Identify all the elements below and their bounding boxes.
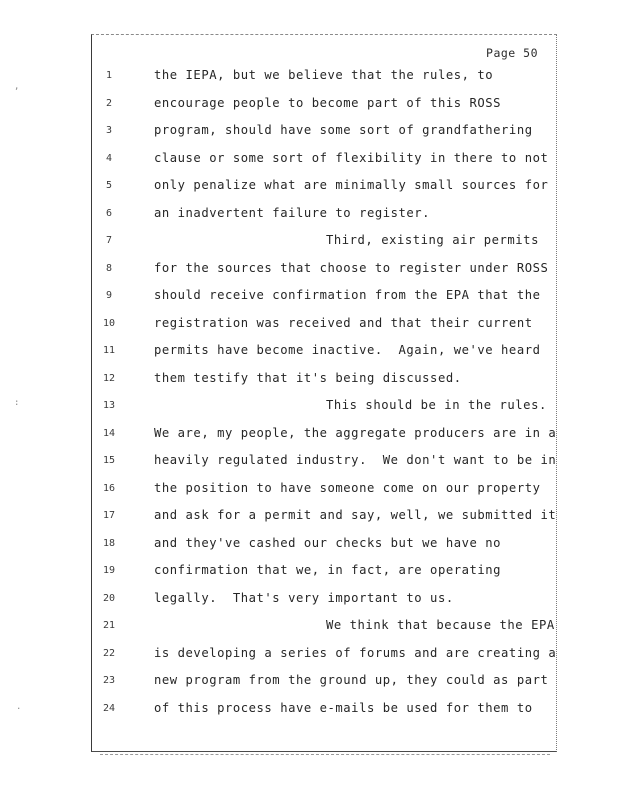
line-text: legally. That's very important to us. bbox=[154, 590, 454, 605]
line-text: and ask for a permit and say, well, we submitted it bbox=[154, 508, 557, 522]
line-text: new program from the ground up, they could as part bbox=[154, 673, 549, 687]
transcript-line bbox=[0, 536, 618, 554]
line-number: 18 bbox=[102, 537, 116, 549]
transcript-line bbox=[0, 481, 618, 499]
line-text: clause or some sort of flexibility in there to not bbox=[154, 150, 549, 165]
transcript-line bbox=[0, 96, 618, 114]
line-text: We think that because the EPA bbox=[326, 618, 555, 632]
line-text: program, should have some sort of grandfathering bbox=[154, 123, 533, 137]
transcript-line bbox=[0, 646, 618, 664]
line-number: 14 bbox=[102, 427, 116, 439]
line-number: 16 bbox=[102, 482, 116, 494]
transcript-line bbox=[0, 178, 618, 196]
transcript-page-frame bbox=[91, 34, 557, 752]
line-text: confirmation that we, in fact, are operating bbox=[154, 563, 502, 577]
line-text: We are, my people, the aggregate producers are in a bbox=[154, 425, 557, 440]
line-text: the IEPA, but we believe that the rules, to bbox=[154, 68, 494, 82]
line-text: and they've cashed our checks but we have no bbox=[154, 535, 502, 550]
line-number: 3 bbox=[105, 125, 113, 136]
transcript-line bbox=[0, 618, 618, 636]
transcript-line bbox=[0, 288, 618, 306]
line-number: 5 bbox=[105, 180, 113, 191]
line-number: 7 bbox=[105, 235, 113, 246]
line-number: 8 bbox=[105, 262, 113, 274]
line-number: 11 bbox=[102, 345, 116, 356]
transcript-line bbox=[0, 591, 618, 609]
transcript-line bbox=[0, 343, 618, 361]
line-number: 13 bbox=[102, 400, 116, 411]
transcript-line bbox=[0, 206, 618, 224]
line-text: This should be in the rules. bbox=[326, 398, 547, 412]
line-text: registration was received and that their current bbox=[154, 315, 533, 330]
line-number: 1 bbox=[105, 70, 113, 81]
bottom-rule bbox=[100, 754, 550, 755]
line-text: an inadvertent failure to register. bbox=[154, 205, 431, 220]
transcript-line bbox=[0, 233, 618, 251]
transcript-line bbox=[0, 316, 618, 334]
line-number: 9 bbox=[105, 290, 113, 301]
line-number: 19 bbox=[102, 565, 116, 576]
line-number: 10 bbox=[102, 317, 116, 329]
line-text: permits have become inactive. Again, we've heard bbox=[154, 343, 541, 357]
line-number: 20 bbox=[102, 592, 116, 604]
line-number: 6 bbox=[105, 207, 113, 219]
transcript-line bbox=[0, 508, 618, 526]
line-number: 2 bbox=[105, 97, 113, 109]
line-text: only penalize what are minimally small sources for bbox=[154, 178, 549, 192]
line-text: for the sources that choose to register under ROSS bbox=[154, 260, 549, 275]
transcript-line bbox=[0, 68, 618, 86]
transcript-line bbox=[0, 398, 618, 416]
line-number: 22 bbox=[102, 647, 116, 659]
transcript-line bbox=[0, 261, 618, 279]
line-number: 15 bbox=[102, 455, 116, 466]
transcript-line bbox=[0, 453, 618, 471]
margin-mark: : bbox=[14, 398, 20, 408]
transcript-line bbox=[0, 673, 618, 691]
line-text: heavily regulated industry. We don't want to be in bbox=[154, 453, 557, 467]
transcript-line bbox=[0, 151, 618, 169]
line-text: encourage people to become part of this ROSS bbox=[154, 95, 502, 110]
line-text: of this process have e-mails be used for them to bbox=[154, 700, 533, 715]
page-number: Page 50 bbox=[486, 46, 538, 60]
line-number: 4 bbox=[105, 152, 113, 164]
line-text: Third, existing air permits bbox=[326, 233, 539, 247]
line-number: 17 bbox=[102, 510, 116, 521]
line-number: 24 bbox=[102, 702, 116, 714]
margin-mark: . bbox=[16, 702, 22, 712]
line-number: 21 bbox=[102, 620, 116, 631]
line-number: 12 bbox=[102, 372, 116, 384]
transcript-line bbox=[0, 563, 618, 581]
line-number: 23 bbox=[102, 675, 116, 686]
transcript-line bbox=[0, 701, 618, 719]
line-text: the position to have someone come on our property bbox=[154, 480, 541, 495]
transcript-line bbox=[0, 123, 618, 141]
line-text: them testify that it's being discussed. bbox=[154, 370, 462, 385]
transcript-line bbox=[0, 426, 618, 444]
margin-mark: , bbox=[14, 82, 20, 92]
line-text: is developing a series of forums and are creating a bbox=[154, 645, 557, 660]
transcript-line bbox=[0, 371, 618, 389]
line-text: should receive confirmation from the EPA that the bbox=[154, 288, 541, 302]
